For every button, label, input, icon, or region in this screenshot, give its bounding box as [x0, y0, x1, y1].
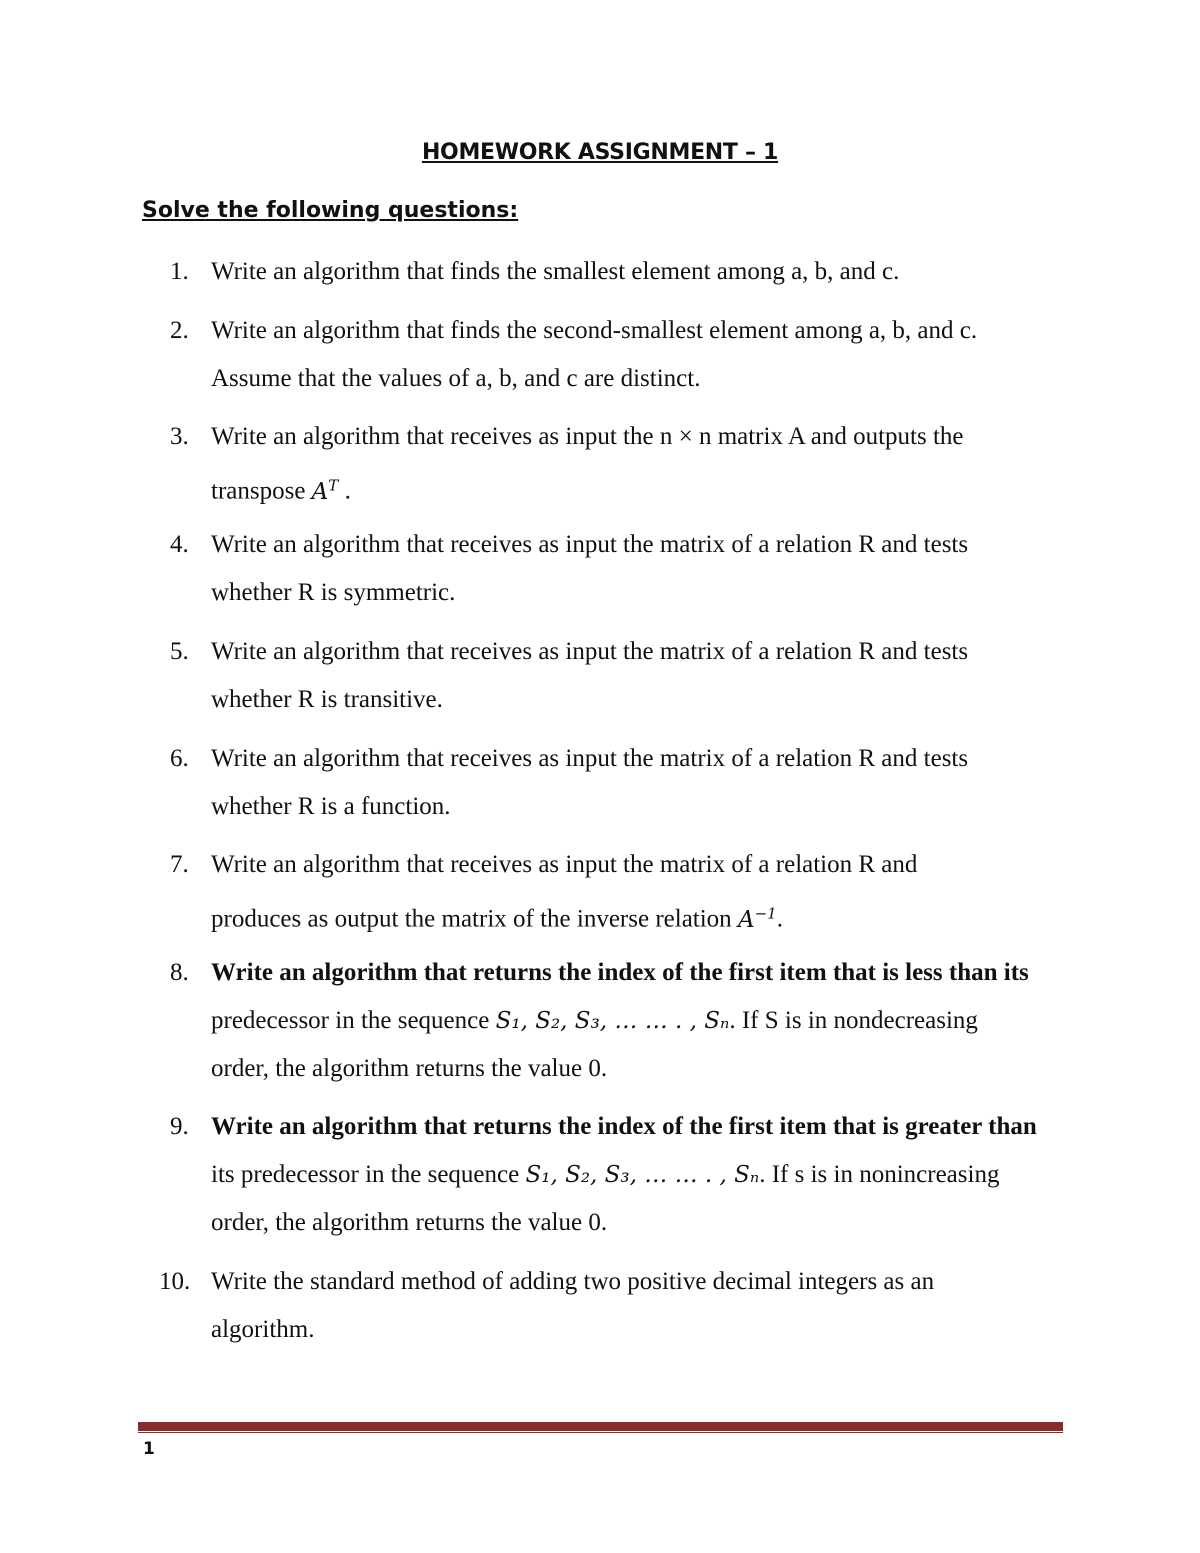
question-text-line: [211, 889, 1071, 944]
question-number: 7.: [170, 851, 189, 878]
question-number: 5.: [170, 638, 189, 665]
question-text-line: [211, 1151, 1071, 1199]
question-text: order, the algorithm returns the value 0.: [211, 1055, 608, 1082]
question-text: Write an algorithm that returns the index of the first item that is less than its: [211, 959, 1029, 986]
question-number: 8.: [170, 959, 189, 986]
question-text: Write an algorithm that finds the second-smallest element among a, b, and c.: [211, 317, 978, 344]
question-number: 6.: [170, 745, 189, 772]
footer-divider: [138, 1422, 1063, 1431]
question-number: 1.: [170, 258, 189, 285]
question-text: its predecessor in the sequence: [211, 1161, 526, 1188]
document-title: HOMEWORK ASSIGNMENT – 1: [421, 140, 779, 165]
question-text-tail: .: [338, 477, 351, 505]
question-text-tail: . If S is in nondecreasing: [729, 1007, 978, 1034]
question-text: Write an algorithm that receives as input the matrix of a relation R and tests: [211, 745, 969, 772]
question-text: predecessor in the sequence: [211, 1007, 496, 1034]
question-text-line: [211, 461, 1071, 516]
math-expression: [737, 904, 777, 933]
question-text: Write an algorithm that receives as input the n × n matrix A and outputs the: [211, 423, 964, 450]
instructions-heading: Solve the following questions:: [142, 198, 519, 223]
sequence-expression: S₁, S₂, S₃, … … . , Sₙ: [525, 1162, 760, 1188]
question-text: whether R is a function.: [211, 793, 451, 820]
math-superscript: T: [328, 476, 339, 494]
question-text: produces as output the matrix of the inverse relation: [211, 905, 738, 933]
question-text-line: [211, 997, 1071, 1045]
sequence-expression: S₁, S₂, S₃, … … . , Sₙ: [495, 1008, 730, 1034]
question-number: 9.: [170, 1113, 189, 1140]
question-number: 2.: [170, 317, 189, 344]
question-text: order, the algorithm returns the value 0.: [211, 1209, 608, 1236]
question-text: algorithm.: [211, 1316, 315, 1343]
question-text: Write an algorithm that receives as input the matrix of a relation R and tests: [211, 531, 969, 558]
question-text: Write an algorithm that receives as input the matrix of a relation R and tests: [211, 638, 969, 665]
question-text: Write an algorithm that returns the index of the first item that is greater than: [211, 1113, 1037, 1140]
question-text: Write an algorithm that finds the smallest element among a, b, and c.: [211, 258, 900, 285]
math-base: A: [737, 906, 755, 933]
question-number: 3.: [170, 423, 189, 450]
question-text: whether R is symmetric.: [211, 579, 456, 606]
question-number: 4.: [170, 531, 189, 558]
footer-divider-thin: [138, 1432, 1063, 1433]
question-text-tail: . If s is in nonincreasing: [759, 1161, 1000, 1188]
question-text: Assume that the values of a, b, and c are distinct.: [211, 365, 701, 392]
math-base: A: [311, 478, 329, 505]
question-text: Write an algorithm that receives as input the matrix of a relation R and: [211, 851, 918, 878]
page-number: 1: [143, 1439, 155, 1459]
question-text: Write the standard method of adding two positive decimal integers as an: [211, 1268, 935, 1295]
question-text-tail: .: [776, 905, 783, 933]
math-expression: [311, 476, 339, 505]
question-text: transpose: [211, 477, 312, 505]
question-number: 10.: [159, 1268, 191, 1295]
math-superscript: −1: [754, 904, 777, 922]
question-text: whether R is transitive.: [211, 686, 443, 713]
